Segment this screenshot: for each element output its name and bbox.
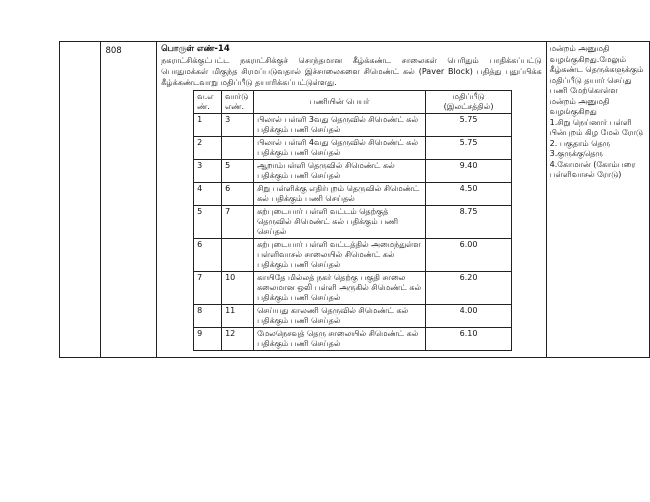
row-estimate: 9.40 (426, 160, 512, 183)
table-row (194, 183, 512, 206)
intro-text: நகராட்சிக்குட்பட்ட நகராட்சிக்குச் சொந்தமான கீழ்க்கண்ட சாலைகள் பெரிதும் பாதிக்கப்பட்டு பொதுமக்கள் மிகுந்த சிரமப்படுவதால் இச்சாலைகளை சிமெண்ட் கல் (Paver Block) பதித்து புதுப்பிக்க கீழ்க்கண்டவாறு மதிப்பீடு தயாரிக்கப்பட்டுள்ளது. (161, 56, 542, 87)
row-ward: 10 (222, 272, 254, 305)
row-work: கற்புடையார் பள்ளி வட்டத்தில் அமைந்துள்ள பள்ளிவாசல் சாலையில் சிமெண்ட் கல் பதிக்கும் பணி செய்தல் (254, 239, 426, 272)
header-estimate: மதிப்பீடு (இலட்சத்தில்) (426, 91, 512, 114)
table-row (194, 328, 512, 351)
row-sno: 1 (194, 114, 222, 137)
resolution-note-text: மன்றம் அனுமதி வழங்குகிறது.மேலும் கீழ்கண்ட தெருக்களுக்கும் மதிப்பீடு தயார் செய்து பணி மேற்கொள்ள மன்றம் அனுமதி வழங்குகிறது 1.சிறு நெய்னார் பள்ளி பின்புறம் கிழ மேல் ரோடு 2. பகுதாம் தெரு 3.குருக்குதெரு 4.கோமான் (கோம்பரை பள்ளிவாசல் ரோடு) (549, 44, 644, 179)
row-sno: 7 (194, 272, 222, 305)
table-row (194, 272, 512, 305)
row-work: காயிதே மில்லத் நகர் தெற்கு பகுதி சாலை கலைமான ஒலி பள்ளி அருகில் சிமெண்ட் கல் பதிக்கும் பணி செய்தல் (254, 272, 426, 305)
row-ward: 6 (222, 183, 254, 206)
row-ward: 12 (222, 328, 254, 351)
table-row (194, 305, 512, 328)
row-estimate: 6.20 (426, 272, 512, 305)
item-number: 808 (101, 42, 157, 358)
estimate-table (193, 90, 512, 351)
row-ward: 5 (222, 160, 254, 183)
resolution-table (59, 41, 650, 358)
estimate-table-header (194, 91, 512, 114)
table-row (194, 114, 512, 137)
row-sno: 8 (194, 305, 222, 328)
header-work: பணியின் பெயர் (254, 91, 426, 114)
table-row (194, 160, 512, 183)
blank-cell (60, 42, 101, 358)
header-sno: வ.எ ண். (194, 91, 222, 114)
row-ward (222, 137, 254, 160)
row-work: செய்யது காலணி தெருவில் சிமெண்ட் கல் பதிக்கும் பணி செய்தல் (254, 305, 426, 328)
row-estimate: 4.50 (426, 183, 512, 206)
row-work: பிலால் பள்ளி 4வது தெருவில் சிமெண்ட் கல் பதிக்கும் பணி செய்தல் (254, 137, 426, 160)
row-sno: 5 (194, 206, 222, 239)
row-estimate: 4.00 (426, 305, 512, 328)
row-estimate: 6.10 (426, 328, 512, 351)
row-ward: 11 (222, 305, 254, 328)
table-row (194, 239, 512, 272)
row-estimate: 5.75 (426, 137, 512, 160)
resolution-note (546, 42, 649, 358)
table-row (194, 137, 512, 160)
subject-cell (157, 42, 547, 358)
row-work: பிலால் பள்ளி 3வது தெருவில் சிமெண்ட் கல் பதிக்கும் பணி செய்தல் (254, 114, 426, 137)
row-estimate: 5.75 (426, 114, 512, 137)
row-work: சிறு பள்ளிக்கு எதிர்புறம் தெருவில் சிமெண்ட் கல் பதிக்கும் பணி செய்தல் (254, 183, 426, 206)
row-sno: 3 (194, 160, 222, 183)
row-work: மேலநெசவுத் தெரு சாலையில் சிமெண்ட் கல் பதிக்கும் பணி செய்தல் (254, 328, 426, 351)
estimate-rows (194, 114, 512, 351)
row-work: கற்புடையார் பள்ளி வட்டம் தெற்குத் தெருவில் சிமெண்ட் கல் பதிக்கும் பணி செய்தல் (254, 206, 426, 239)
row-ward (222, 239, 254, 272)
subject-heading: பொருள் எண்-14 (161, 44, 230, 54)
row-ward: 7 (222, 206, 254, 239)
row-ward: 3 (222, 114, 254, 137)
header-ward: வார்டு எண். (222, 91, 254, 114)
row-sno: 9 (194, 328, 222, 351)
row-work: ஆறாம்பள்ளி தெருவில் சிமெண்ட் கல் பதிக்கும் பணி செய்தல் (254, 160, 426, 183)
row-estimate: 6.00 (426, 239, 512, 272)
row-estimate: 8.75 (426, 206, 512, 239)
row-sno: 2 (194, 137, 222, 160)
row-sno: 6 (194, 239, 222, 272)
table-row (194, 206, 512, 239)
row-sno: 4 (194, 183, 222, 206)
